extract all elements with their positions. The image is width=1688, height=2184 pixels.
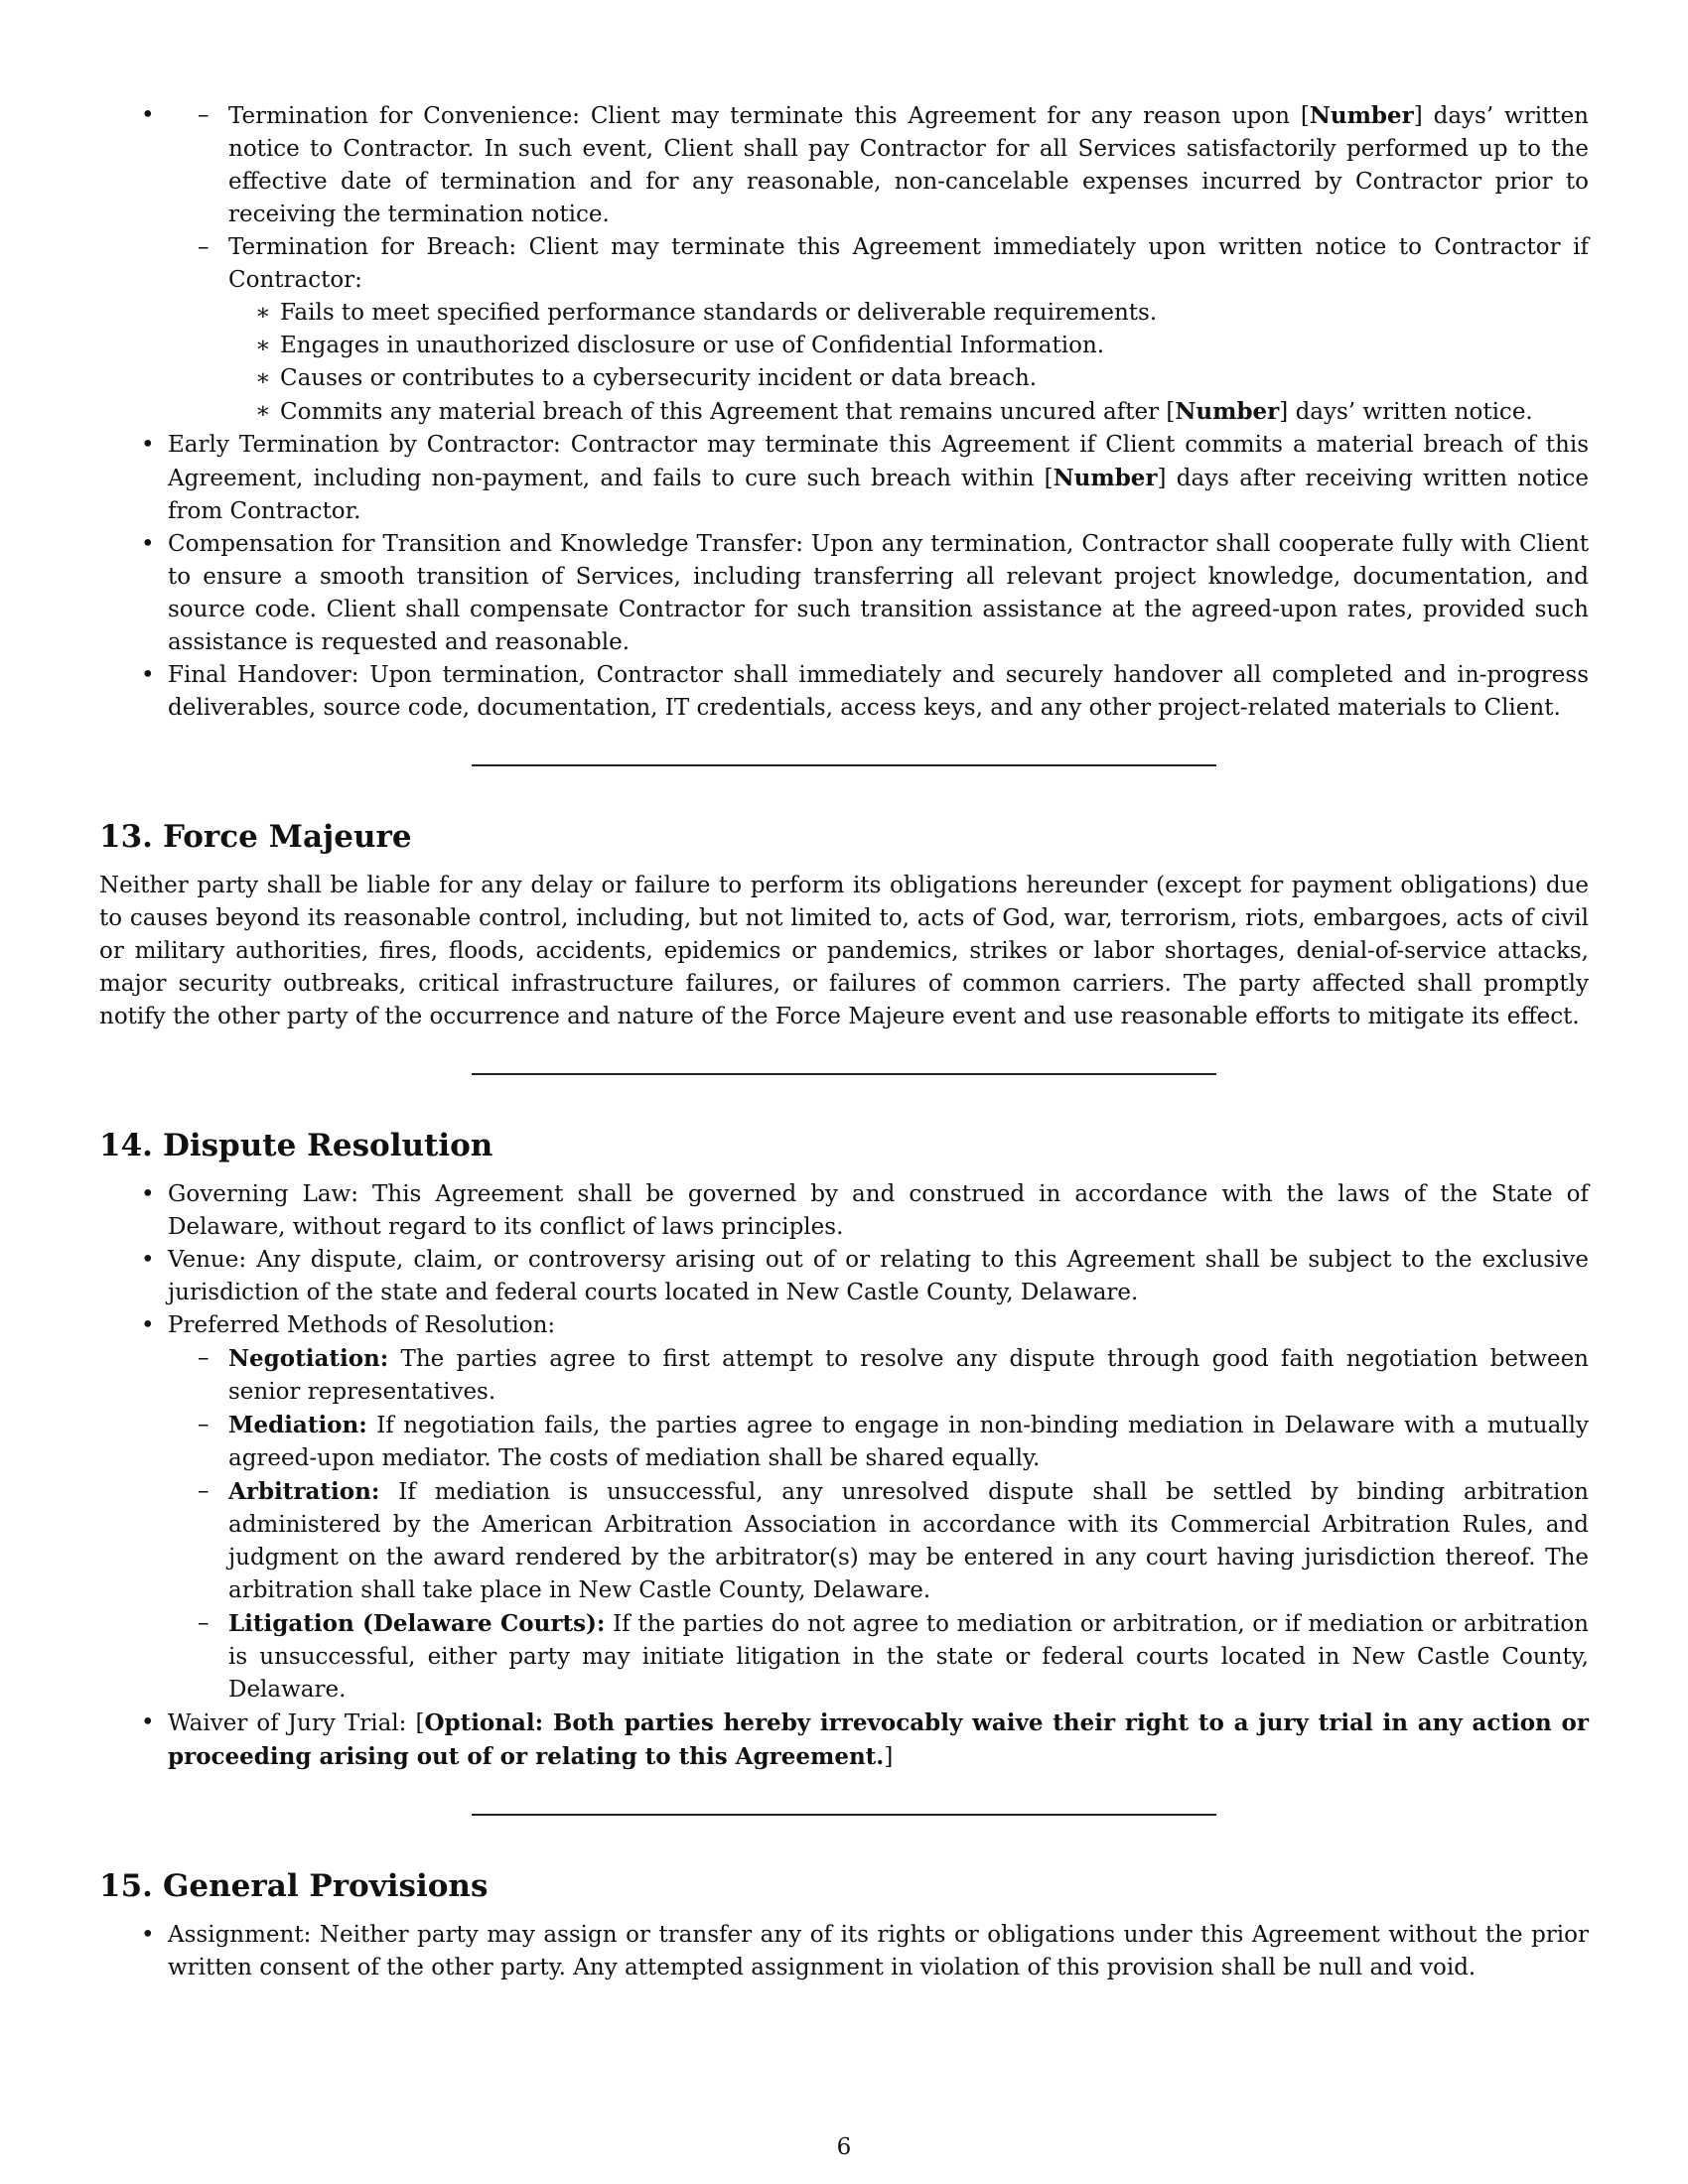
list-item: ∗ Engages in unauthorized disclosure or use of Confidential Information. <box>228 330 1589 362</box>
dispute-resolution-list <box>99 1178 1589 1774</box>
list-item-methods: • Preferred Methods of Resolution: – Negotiation: The parties agree to first attempt to resolve any dispute through good faith negotiation between senior representatives. – Mediation: If negotiation fails, the parties agree to engage in non-binding mediation in Delaware with a mutually agreed-upon mediator. The costs of mediation shall be shared equally. – Arbitration: If mediation is unsuccessful, any unresolved dispute shall be settled by binding arbitration administered by the American Arbitration Association in accordance with its Commercial Arbitration Rules, and judgment on the award rendered by the arbitrator(s) may be entered in any court having jurisdiction thereof. The arbitration shall take place in New Castle County, Delaware. – Litigation (Delaware Courts): If the parties do not agree to mediation or arbitration, or if mediation or arbitration is unsuccessful, either party may initiate litigation in the state or federal courts located in New Castle County, Delaware. <box>99 1309 1589 1706</box>
list-item-negotiation: – Negotiation: The parties agree to first attempt to resolve any dispute through good faith negotiation between senior representatives. <box>168 1342 1589 1409</box>
list-item-early-termination: • Early Termination by Contractor: Contractor may terminate this Agreement if Client commits a material breach of this Agreement, including non-payment, and fails to cure such breach within [Number] days after receiving written notice from Contractor. <box>99 429 1589 528</box>
list-item-breach: – Termination for Breach: Client may terminate this Agreement immediately upon written notice to Contractor if Contractor: ∗ Fails to meet specified performance standards or deliverable requirements. ∗ Engages in unauthorized disclosure or use of Confidential Information. ∗ Causes or contributes to a cybersecurity incident or data breach. ∗ Commits any material breach of this Agreement that remains uncured after [Number] days’ written notice. <box>168 231 1589 429</box>
section-15-heading: 15. General Provisions <box>99 1868 489 1904</box>
list-item-transition: • Compensation for Transition and Knowledge Transfer: Upon any termination, Contractor shall cooperate fully with Client to ensure a smooth transition of Services, including transferring all relevant project knowledge, documentation, and source code. Client shall compensate Contractor for such transition assistance at the agreed-upon rates, provided such assistance is requested and reasonable. <box>99 528 1589 659</box>
list-item: ∗ Causes or contributes to a cybersecurity incident or data breach. <box>228 362 1589 395</box>
section-14-heading: 14. Dispute Resolution <box>99 1128 493 1163</box>
page-number: 6 <box>836 2134 852 2160</box>
section-13-heading: 13. Force Majeure <box>99 819 412 855</box>
termination-sublist-container <box>99 99 1589 429</box>
list-item-venue: • Venue: Any dispute, claim, or controversy arising out of or relating to this Agreement shall be subject to the exclusive jurisdiction of the state and federal courts located in New Castle County, Delaware. <box>99 1244 1589 1309</box>
section-divider <box>472 1073 1216 1075</box>
list-item-assignment: • Assignment: Neither party may assign or transfer any of its rights or obligations under this Agreement without the prior written consent of the other party. Any attempted assignment in violation of this provision shall be null and void. <box>99 1919 1589 1984</box>
list-item: ∗ Fails to meet specified performance standards or deliverable requirements. <box>228 297 1589 330</box>
termination-list <box>99 99 1589 429</box>
list-item-litigation: – Litigation (Delaware Courts): If the parties do not agree to mediation or arbitration, or if mediation or arbitration is unsuccessful, either party may initiate litigation in the state or federal courts located in New Castle County, Delaware. <box>168 1607 1589 1706</box>
section-divider <box>472 1814 1216 1816</box>
breach-conditions-list <box>228 297 1589 429</box>
list-item-arbitration: – Arbitration: If mediation is unsuccessful, any unresolved dispute shall be settled by binding arbitration administered by the American Arbitration Association in accordance with its Commercial Arbitration Rules, and judgment on the award rendered by the arbitrator(s) may be entered in any court having jurisdiction thereof. The arbitration shall take place in New Castle County, Delaware. <box>168 1475 1589 1607</box>
list-item-jury-waiver: • Waiver of Jury Trial: [Optional: Both parties hereby irrevocably waive their right to a jury trial in any action or proceeding arising out of or relating to this Agreement.] <box>99 1706 1589 1774</box>
document-page <box>99 99 1589 1984</box>
section-divider <box>472 764 1216 766</box>
list-item-mediation: – Mediation: If negotiation fails, the parties agree to engage in non-binding mediation in Delaware with a mutually agreed-upon mediator. The costs of mediation shall be shared equally. <box>168 1409 1589 1475</box>
termination-bullets <box>99 429 1589 725</box>
methods-list <box>168 1342 1589 1706</box>
list-item-governing-law: • Governing Law: This Agreement shall be governed by and construed in accordance with the laws of the State of Delaware, without regard to its conflict of laws principles. <box>99 1178 1589 1244</box>
list-item: ∗ Commits any material breach of this Agreement that remains uncured after [Number] days’ written notice. <box>228 395 1589 429</box>
list-item-convenience: – • Termination for Convenience: Client may terminate this Agreement for any reason upon [Number] days’ written notice to Contractor. In such event, Client shall pay Contractor for all Services satisfactorily performed up to the effective date of termination and for any reasonable, non-cancelable expenses incurred by Contractor prior to receiving the termination notice. <box>168 99 1589 231</box>
section-13-body: Neither party shall be liable for any delay or failure to perform its obligations hereunder (except for payment obligations) due to causes beyond its reasonable control, including, but not limited to, acts of God, war, terrorism, riots, embargoes, acts of civil or military authorities, fires, floods, accidents, epidemics or pandemics, strikes or labor shortages, denial-of-service attacks, major security outbreaks, critical infrastructure failures, or failures of common carriers. The party affected shall promptly notify the other party of the occurrence and nature of the Force Majeure event and use reasonable efforts to mitigate its effect. <box>99 873 1589 1029</box>
termination-sublist <box>168 99 1589 429</box>
list-item-handover: • Final Handover: Upon termination, Contractor shall immediately and securely handover all completed and in-progress deliverables, source code, documentation, IT credentials, access keys, and any other project-related materials to Client. <box>99 659 1589 725</box>
general-provisions-list <box>99 1919 1589 1984</box>
